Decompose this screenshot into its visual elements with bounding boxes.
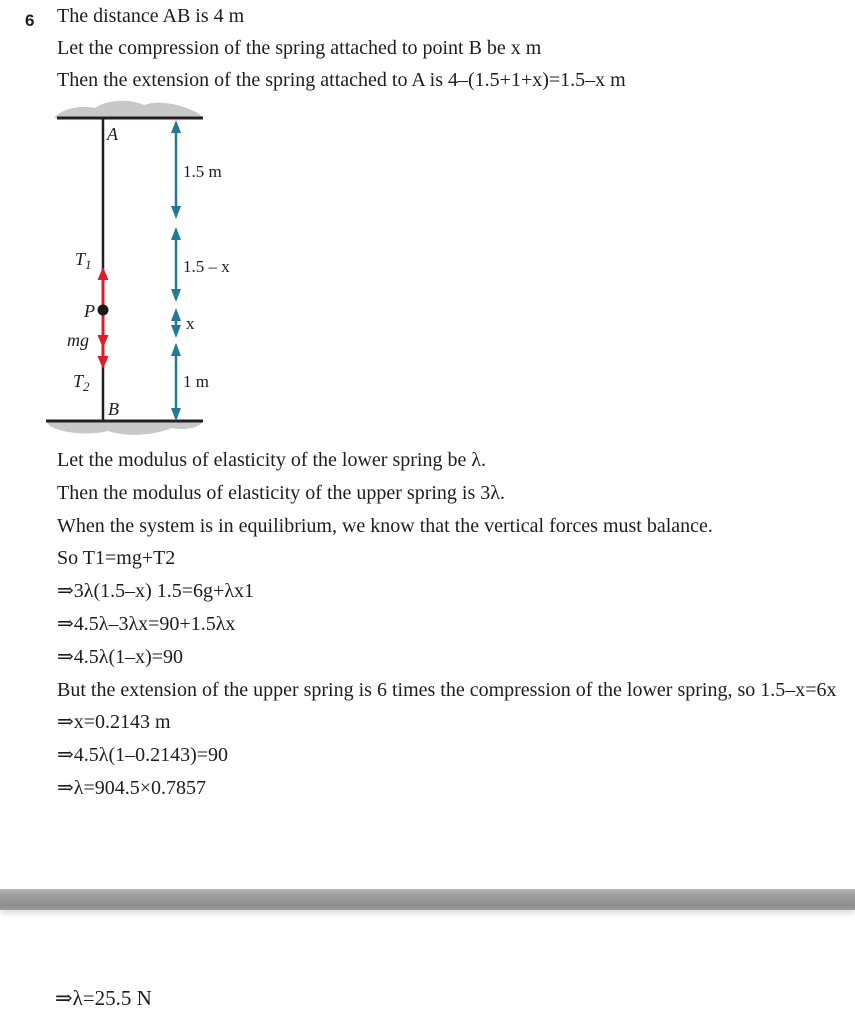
- dim-upper-arrowhead-top: [171, 120, 181, 133]
- solution-line-4: So T1=mg+T2: [57, 547, 176, 570]
- label-dim-1m: 1 m: [183, 372, 209, 391]
- intro-line-3: Then the extension of the spring attached to A is 4–(1.5+1+x)=1.5–x m: [57, 69, 626, 91]
- solution-line-6: ⇒4.5λ–3λx=90+1.5λx: [57, 612, 236, 635]
- solution-line-8: But the extension of the upper spring is 6 times the compression of the lower spring, so 1.5–x=6x: [57, 678, 837, 701]
- label-dim-x: x: [186, 314, 195, 333]
- label-tension-upper: $T_1$: [75, 249, 92, 272]
- dim-extension-arrowhead-top: [171, 227, 181, 240]
- label-point-A: A: [107, 124, 118, 144]
- solution-line-9: ⇒x=0.2143 m: [57, 711, 171, 734]
- label-point-B: B: [108, 399, 119, 419]
- solution-line-7: ⇒4.5λ(1–x)=90: [57, 645, 184, 668]
- solution-text-block: [57, 444, 847, 805]
- dim-compression-arrowhead-bottom: [171, 325, 181, 338]
- particle-dot: [98, 305, 109, 316]
- weight-arrowhead: [98, 335, 109, 348]
- solution-line-5: ⇒3λ(1.5–x) 1.5=6g+λx1: [57, 580, 255, 603]
- solution-line-3: When the system is in equilibrium, we know that the vertical forces must balance.: [57, 514, 713, 537]
- dim-lower-arrowhead-top: [171, 343, 181, 356]
- tension-up-arrowhead: [98, 267, 109, 280]
- final-answer: ⇒λ=25.5 N: [55, 986, 152, 1010]
- intro-text-block: [57, 0, 837, 96]
- spring-system-diagram: [40, 96, 265, 445]
- label-dim-1-5m: 1.5 m: [183, 162, 222, 181]
- solution-line-10: ⇒4.5λ(1–0.2143)=90: [57, 744, 229, 767]
- dim-extension-arrowhead-bottom: [171, 289, 181, 302]
- dim-lower-arrowhead-bottom: [171, 408, 181, 421]
- label-tension-lower: $T_2$: [73, 371, 90, 394]
- dim-compression-arrowhead-top: [171, 308, 181, 321]
- solution-line-1: Let the modulus of elasticity of the lower spring be λ.: [57, 449, 487, 471]
- label-dim-1-5-minus-x: 1.5 – x: [183, 257, 230, 276]
- problem-number: 6: [25, 11, 35, 30]
- tension-down-arrowhead: [98, 356, 109, 369]
- intro-line-1: The distance AB is 4 m: [57, 5, 245, 27]
- label-weight-mg: mg: [67, 330, 89, 350]
- floor-ground-blob: [46, 421, 203, 435]
- page-divider-bar: [0, 889, 855, 910]
- intro-line-2: Let the compression of the spring attached to point B be x m: [57, 37, 542, 59]
- solution-line-2: Then the modulus of elasticity of the upper spring is 3λ.: [57, 481, 505, 504]
- solution-line-11: ⇒λ=904.5×0.7857: [57, 776, 207, 799]
- ceiling-ground-blob: [54, 101, 203, 118]
- label-particle-P: P: [84, 301, 95, 321]
- dim-upper-arrowhead-bottom: [171, 206, 181, 219]
